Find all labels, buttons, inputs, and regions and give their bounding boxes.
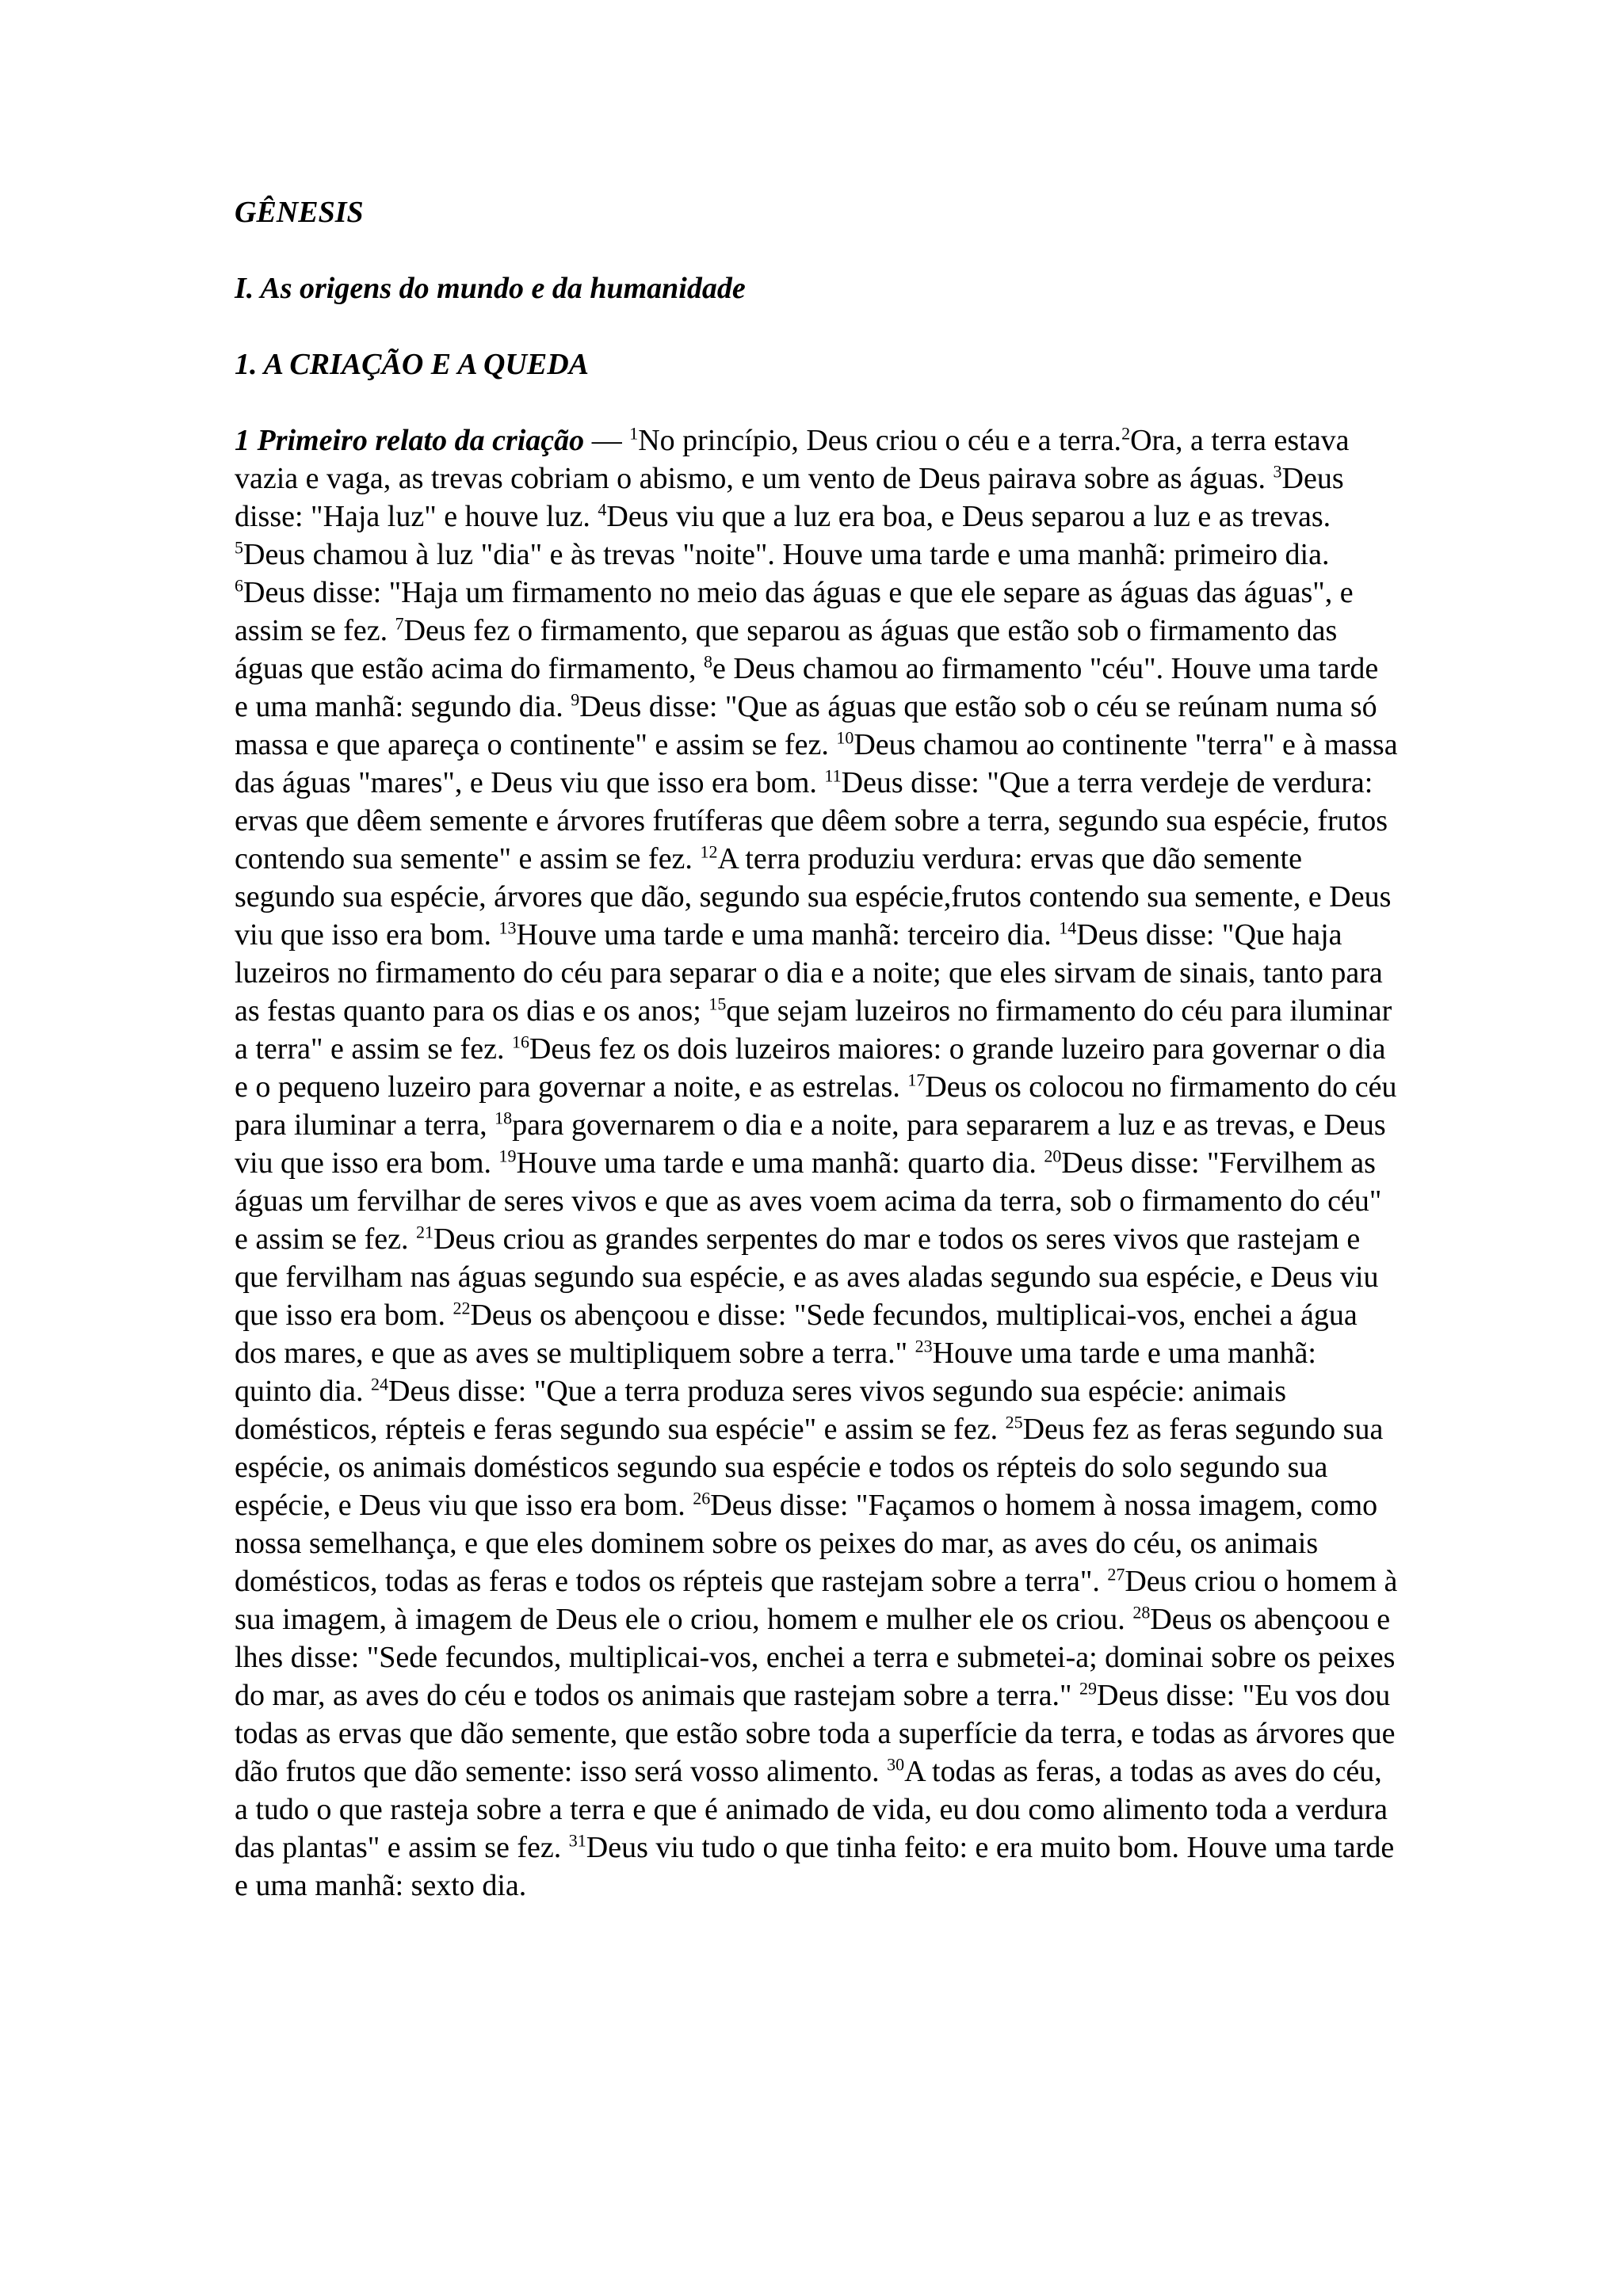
verse [499,1146,1044,1180]
verse-text: Deus viu que a luz era boa, e Deus separou a luz e as trevas. [606,500,1331,533]
verse-number: 26 [693,1488,711,1508]
verse-number: 5 [235,537,243,558]
part-title: I. As origens do mundo e da humanidade [235,272,746,305]
verse-number: 25 [1005,1412,1023,1432]
verse-text: Deus disse: "Eu vos dou todas as ervas que dão semente, que estão sobre toda a superfície da terra, e todas as árvores que dão frutos que dão semente: isso será vosso alimento. [235,1679,1396,1788]
verse [598,500,1331,533]
verse-text: A terra produziu verdura: ervas que dão semente segundo sua espécie, árvores que dão, segundo sua espécie,frutos contendo sua semente, e Deus viu que isso era bom. [235,842,1392,952]
verse-number: 12 [700,841,718,862]
verse-text: Deus disse: "Haja luz" e houve luz. [235,462,1344,533]
verse-text: que sejam luzeiros no firmamento do céu para iluminar a terra" e assim se fez. [235,994,1392,1066]
verse-number: 29 [1079,1678,1098,1699]
section-dash: — [584,424,630,457]
verse-number: 21 [415,1222,433,1242]
verse-text: Deus disse: "Que haja luzeiros no firmamento do céu para separar o dia e a noite; que eles sirvam de sinais, tanto para as festas quanto para os dias e os anos; [235,918,1383,1028]
verse-number: 16 [511,1032,529,1052]
verse-text: Deus chamou à luz "dia" e às trevas "noite". Houve uma tarde e uma manhã: primeiro dia. [243,538,1330,571]
section-title: 1 Primeiro relato da criação [235,424,585,457]
verse-text: Deus disse: "Que as águas que estão sob o céu se reúnam numa só massa e que apareça o continente" e assim se fez. [235,690,1377,761]
verse-number: 13 [498,917,517,938]
verse-number: 7 [395,613,404,634]
verse-number: 11 [824,765,842,786]
verse-number: 18 [495,1108,513,1128]
verse-text: Deus fez as feras segundo sua espécie, os animais domésticos segundo sua espécie e todos os répteis do solo segundo sua espécie, e Deus viu que isso era bom. [235,1413,1384,1522]
verse-number: 10 [836,727,854,748]
verse-number: 9 [571,689,580,710]
verse-number: 20 [1044,1146,1062,1166]
verse-number: 31 [568,1830,586,1851]
verse-text: Deus disse: "Façamos o homem à nossa imagem, como nossa semelhança, e que eles dominem sobre os peixes do mar, as aves do céu, os animais domésticos, todas as feras e todos os répteis que rastejam sobre a terra". [235,1489,1378,1598]
verse-text: Deus disse: "Fervilhem as águas um fervilhar de seres vivos e que as aves voem acima da terra, sob o firmamento do céu" e assim se fez. [235,1146,1382,1256]
verse-text: No princípio, Deus criou o céu e a terra. [638,424,1122,457]
verse-text: Deus disse: "Que a terra verdeje de verdura: ervas que dêem semente e árvores frutíferas que dêem sobre a terra, segundo sua espécie, frutos contendo sua semente" e assim se fez. [235,766,1388,875]
verse-number: 27 [1107,1564,1125,1585]
verse-text: Houve uma tarde e uma manhã: quinto dia. [235,1337,1316,1408]
verse-number: 17 [907,1070,926,1090]
book-title: GÊNESIS [235,196,364,229]
verse-number: 28 [1132,1602,1151,1623]
verse-number: 4 [598,499,607,520]
verse [235,538,1329,571]
verse-number: 3 [1273,461,1282,482]
verse-number: 8 [703,651,712,672]
verse-text: Deus criou o homem à sua imagem, à imagem de Deus ele o criou, homem e mulher ele os criou. [235,1565,1398,1636]
verses-container [235,424,1398,1902]
verse-text: Deus fez os dois luzeiros maiores: o grande luzeiro para governar o dia e o pequeno luzeiro para governar a noite, e as estrelas. [235,1032,1386,1104]
verse-number: 2 [1121,423,1131,444]
verse-text: Ora, a terra estava vazia e vaga, as trevas cobriam o abismo, e um vento de Deus pairava sobre as águas. [235,424,1350,495]
verse-number: 23 [915,1336,933,1356]
verse-text: Deus fez o firmamento, que separou as águas que estão sob o firmamento das águas que estão acima do firmamento, [235,614,1338,685]
verse-number: 14 [1059,917,1077,938]
verse-text: A todas as feras, a todas as aves do céu, a tudo o que rasteja sobre a terra e que é animado de vida, eu dou como alimento toda a verdura das plantas" e assim se fez. [235,1755,1388,1864]
verse-text: Deus os abençoou e disse: "Sede fecundos, multiplicai-vos, enchei a água dos mares, e que as aves se multipliquem sobre a terra." [235,1299,1358,1370]
verse-text: Deus os abençoou e lhes disse: "Sede fecundos, multiplicai-vos, enchei a terra e submetei-a; dominai sobre os peixes do mar, as aves do céu e todos os animais que rastejam sobre a terra." [235,1603,1396,1712]
verse-text: Houve uma tarde e uma manhã: quarto dia. [516,1146,1044,1180]
verse-text: para governarem o dia e a noite, para separarem a luz e as trevas, e Deus viu que isso era bom. [235,1108,1386,1180]
verse-text: e Deus chamou ao firmamento "céu". Houve uma tarde e uma manhã: segundo dia. [235,652,1379,723]
verse-text: Deus chamou ao continente "terra" e à massa das águas "mares", e Deus viu que isso era bom. [235,728,1398,799]
verse-text: Houve uma tarde e uma manhã: terceiro dia. [516,918,1060,952]
chapter-title: 1. A CRIAÇÃO E A QUEDA [235,348,590,381]
verse-text: Deus criou as grandes serpentes do mar e todos os seres vivos que rastejam e que fervilham nas águas segundo sua espécie, e as aves aladas segundo sua espécie, e Deus viu que isso era bom. [235,1222,1379,1332]
verse-number: 6 [235,575,243,596]
verse-number: 24 [371,1374,389,1394]
verse-number: 15 [708,994,727,1014]
chapter-text [235,421,1398,1905]
verse [629,424,1121,457]
verse-number: 19 [498,1146,517,1166]
verse-text: Deus os colocou no firmamento do céu para iluminar a terra, [235,1070,1397,1142]
verse-number: 30 [887,1754,905,1775]
verse-text: Deus disse: "Haja um firmamento no meio das águas e que ele separe as águas das águas", e assim se fez. [235,576,1354,647]
verse-number: 1 [629,423,639,444]
verse-text: Deus disse: "Que a terra produza seres vivos segundo sua espécie: animais domésticos, répteis e feras segundo sua espécie" e assim se fez. [235,1375,1287,1446]
verse-number: 22 [453,1298,471,1318]
verse [499,918,1060,952]
verse-text: Deus viu tudo o que tinha feito: e era muito bom. Houve uma tarde e uma manhã: sexto dia. [235,1831,1395,1902]
